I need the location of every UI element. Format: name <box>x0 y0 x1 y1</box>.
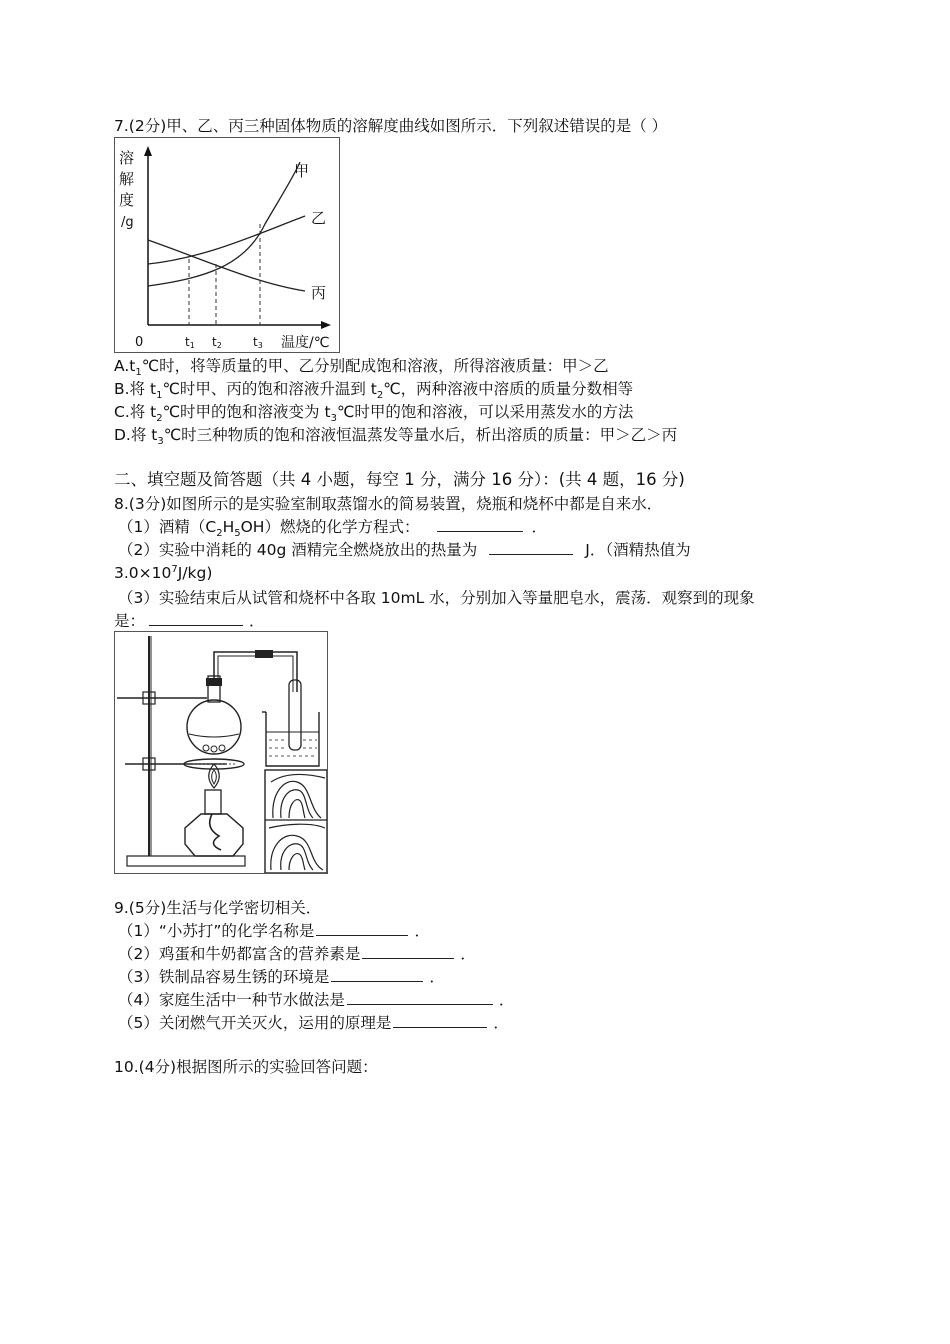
solubility-figure <box>114 137 340 353</box>
q9-blank-5[interactable] <box>393 1013 487 1028</box>
q10-stem: 10.(4分)根据图所示的实验回答问题： <box>114 1058 378 1076</box>
q7-option-b: B.将 $t_1℃$时甲、丙的饱和溶液升温到 $t_2℃$，两种溶液中溶质的质量分数相等 <box>114 380 634 402</box>
tick-t1: t1 <box>185 335 195 350</box>
y-axis-arrow <box>144 146 152 156</box>
beaker-water <box>269 740 317 756</box>
q9-item-2: （2）鸡蛋和牛奶都富含的营养素是 ． <box>118 945 476 963</box>
test-tube <box>289 680 301 750</box>
q9-item-4: （4）家庭生活中一种节水做法是 ． <box>118 991 515 1009</box>
flask-water-level <box>189 734 239 737</box>
q8-sub2: （2）实验中消耗的 40g 酒精完全燃烧放出的热量为 J．（酒精热值为 <box>118 541 691 559</box>
label-jia: 甲 <box>294 162 310 180</box>
delivery-tube-inner <box>218 656 293 692</box>
lamp-wick <box>210 814 221 850</box>
q9-item-1: （1）“小苏打”的化学名称是 ． <box>118 922 430 940</box>
curve-yi <box>148 216 305 264</box>
curve-jia <box>148 162 300 286</box>
y-label-3: 度 <box>119 191 135 209</box>
q8-blank-3[interactable] <box>149 611 243 626</box>
beaker <box>266 712 319 766</box>
lamp-neck <box>205 790 221 814</box>
wood-grain <box>269 775 325 870</box>
curve-bing <box>148 240 305 291</box>
q8-blank-2[interactable] <box>489 540 573 555</box>
x-axis-arrow <box>321 321 331 329</box>
origin-label: 0 <box>135 335 144 350</box>
q7-option-a: $A.t_1℃$时，将等质量的甲、乙分别配成饱和溶液，所得溶液质量：甲＞乙 <box>114 357 609 379</box>
wood-block <box>265 770 327 873</box>
label-bing: 丙 <box>311 284 327 302</box>
label-yi: 乙 <box>311 209 327 227</box>
section2-title: 二、填空题及简答题（共 4 小题，每空 1 分，满分 16 分）：(共 4 题，16 分) <box>114 470 685 489</box>
q9-blank-4[interactable] <box>347 990 493 1005</box>
flame-inner <box>212 770 217 784</box>
y-label-1: 溶 <box>119 149 135 167</box>
q8-sub2-cont: $3.0\times 10^7J/kg$) <box>114 563 213 582</box>
tube-connector <box>255 650 273 658</box>
stopper <box>206 678 222 686</box>
q8-sub3: （3）实验结束后从试管和烧杯中各取 10mL 水，分别加入等量肥皂水，震荡．观察到的现象 <box>118 589 755 607</box>
y-label-4: /g <box>121 215 134 230</box>
distillation-apparatus <box>115 632 327 873</box>
q9-blank-1[interactable] <box>316 921 408 936</box>
q7-stem: 7.(2分)甲、乙、丙三种固体物质的溶解度曲线如图所示．下列叙述错误的是（ ） <box>114 117 668 135</box>
tick-t2: t2 <box>212 335 222 350</box>
q8-blank-1[interactable] <box>437 517 523 532</box>
q9-stem: 9.(5分)生活与化学密切相关． <box>114 899 322 917</box>
alcohol-lamp <box>185 814 243 856</box>
q8-stem: 8.(3分)如图所示的是实验室制取蒸馏水的简易装置，烧瓶和烧杯中都是自来水． <box>114 495 663 513</box>
boiling-chips <box>203 745 225 752</box>
y-label-2: 解 <box>119 170 135 188</box>
distillation-figure <box>114 631 328 874</box>
q9-blank-2[interactable] <box>362 944 454 959</box>
solubility-chart <box>115 138 339 352</box>
q9-item-3: （3）铁制品容易生锈的环境是 ． <box>118 968 445 986</box>
q9-blank-3[interactable] <box>331 967 423 982</box>
q8-sub1: （1）酒精$(C_2H_5OH)$燃烧的化学方程式： ． <box>118 518 547 540</box>
x-label: 温度/℃ <box>281 335 330 351</box>
q9-item-5: （5）关闭燃气开关灭火，运用的原理是 ． <box>118 1014 509 1032</box>
q8-sub3-cont: 是： ． <box>114 612 265 630</box>
tick-t3: t3 <box>253 335 263 350</box>
stand-base <box>127 856 245 866</box>
q7-option-d: D.将 $t_3℃$时三种物质的饱和溶液恒温蒸发等量水后，析出溶质的质量：甲＞乙＞丙 <box>114 426 678 448</box>
q7-option-c: C.将 $t_2℃$时甲的饱和溶液变为 $t_3℃$时甲的饱和溶液，可以采用蒸发水的方法 <box>114 403 634 425</box>
